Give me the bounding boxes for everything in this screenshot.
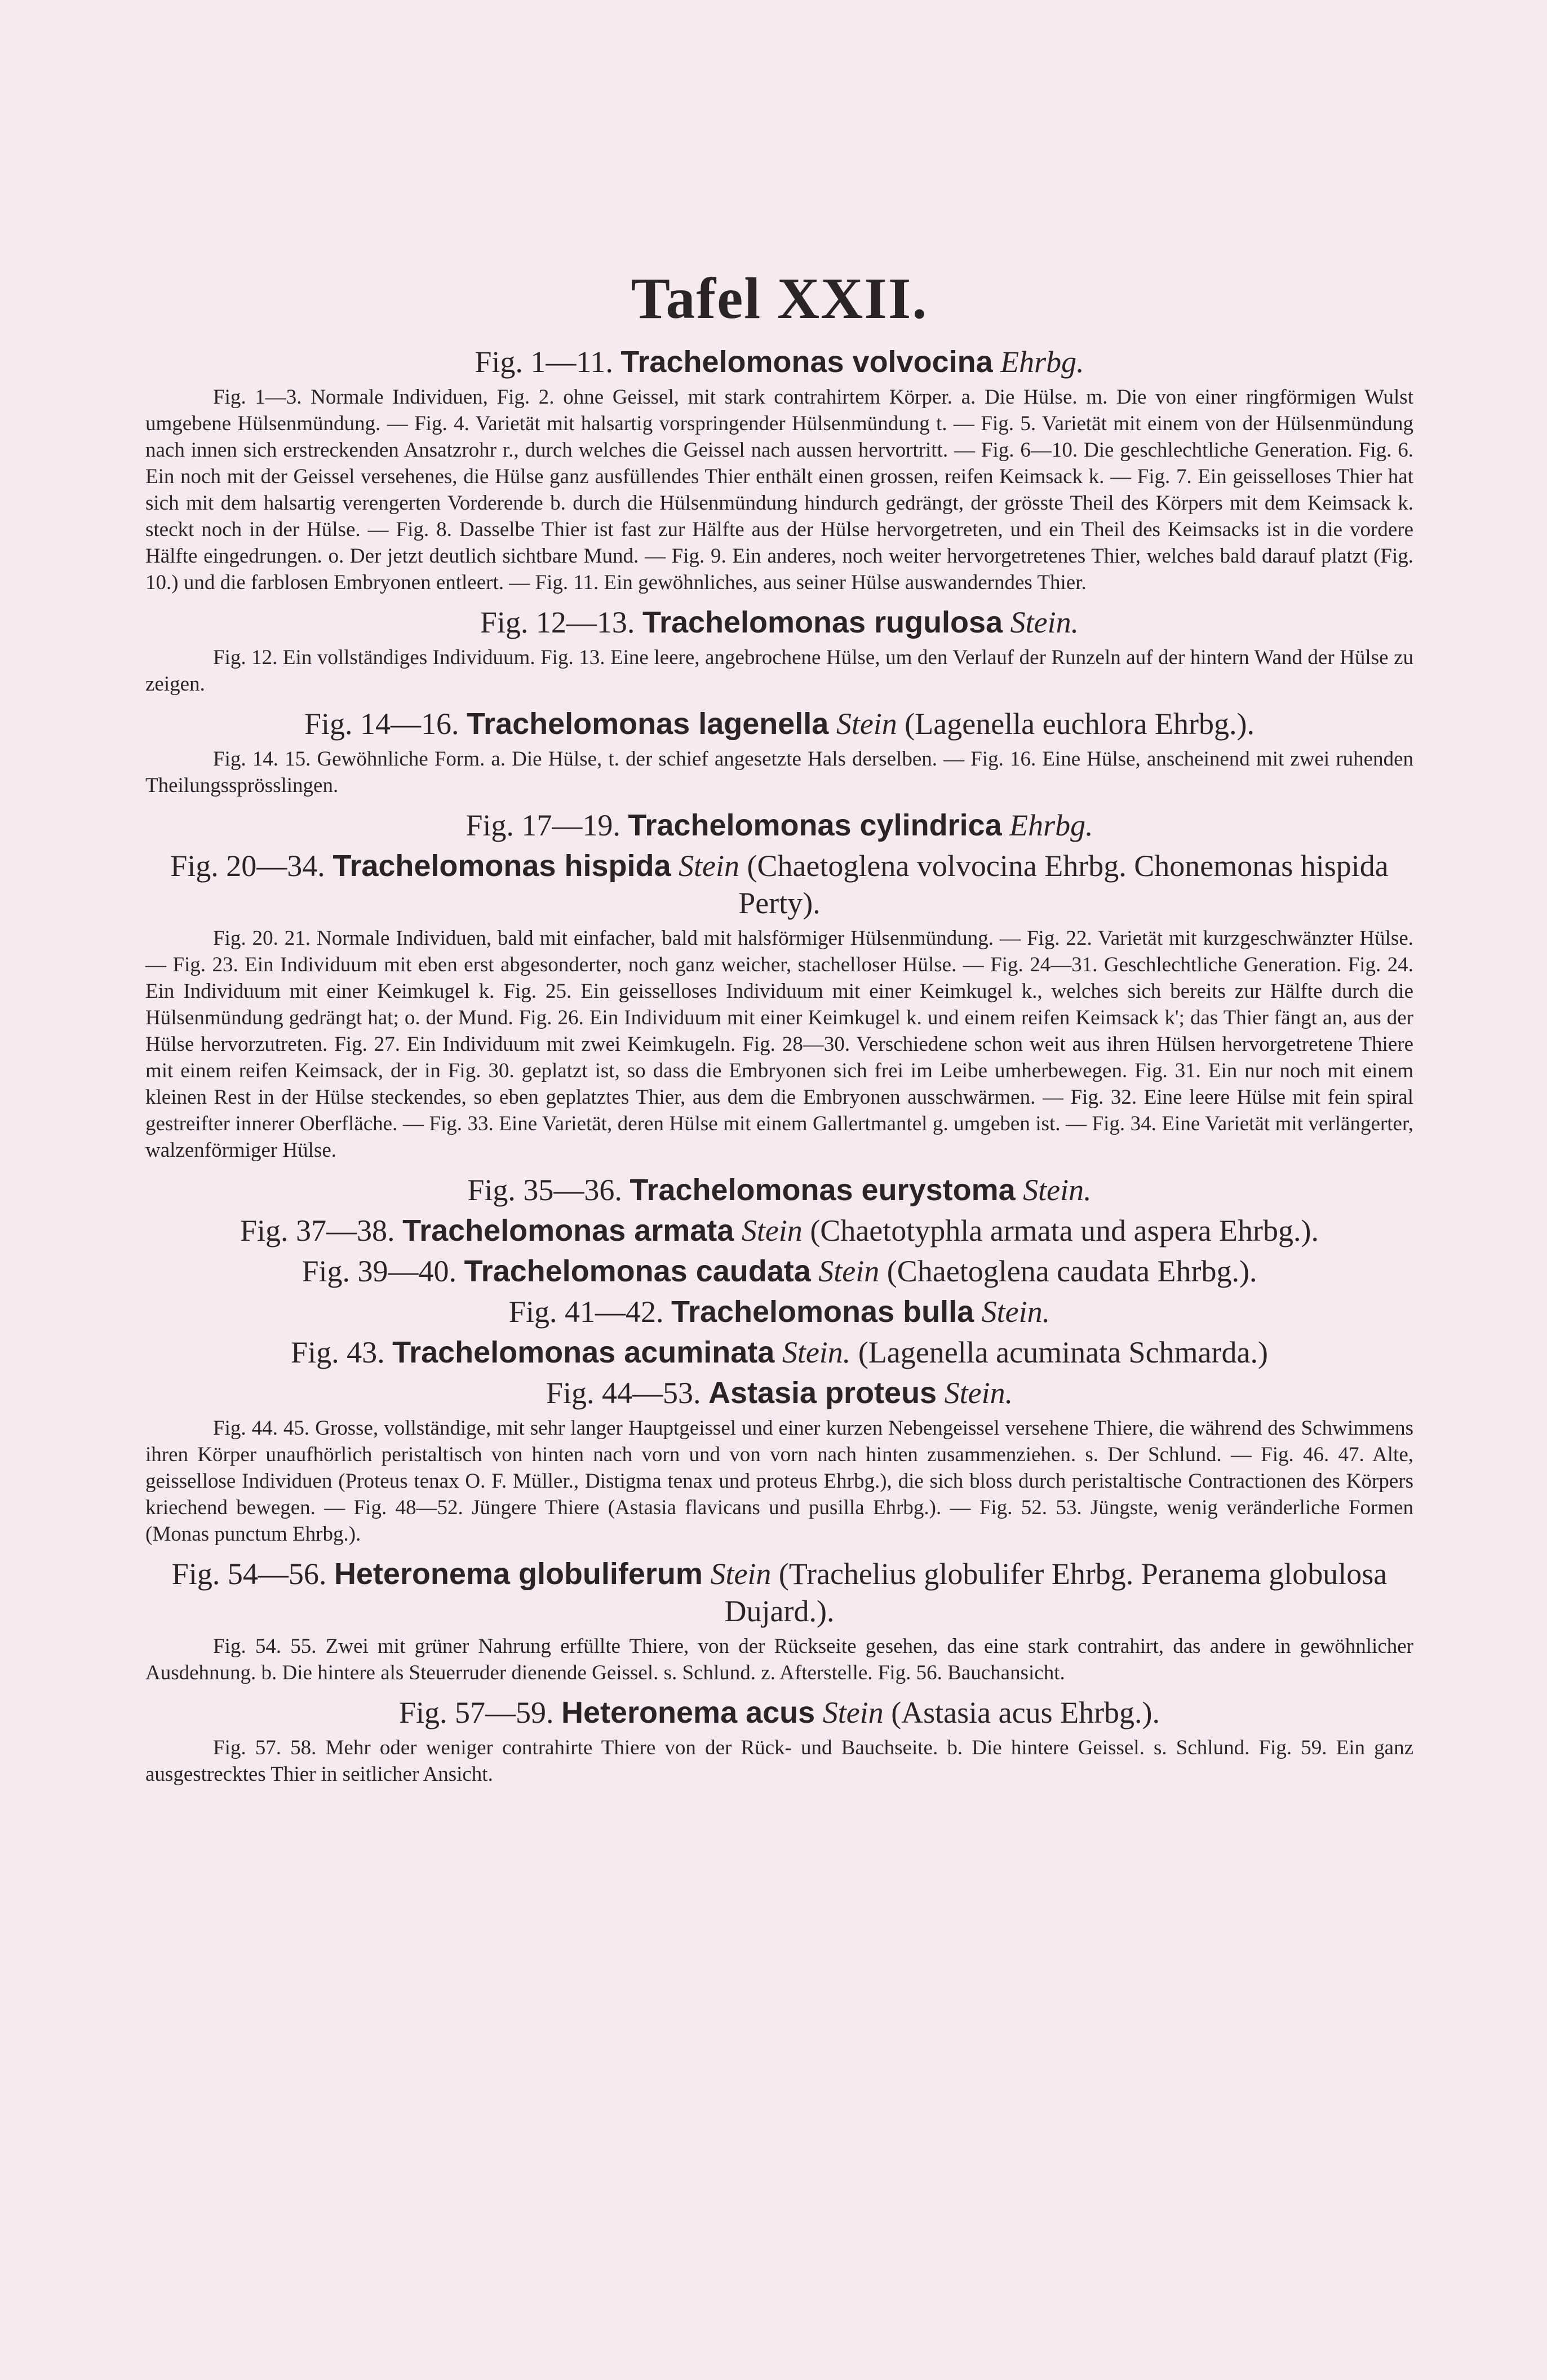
section-heading — [145, 705, 1413, 742]
figure-range: Fig. 43. — [291, 1335, 385, 1369]
figure-range: Fig. 14—16. — [304, 707, 459, 741]
species-name: Astasia proteus — [708, 1376, 937, 1410]
figure-range: Fig. 39—40. — [302, 1254, 457, 1288]
synonym-note: (Chaetoglena volvocina Ehrbg. Chonemonas hispida Perty). — [738, 849, 1389, 920]
section-description: Fig. 57. 58. Mehr oder weniger contrahirte Thiere von der Rück- und Bauchseite. b. Die hintere Geissel. s. Schlund. Fig. 59. Ein ganz ausgestrecktes Thier in seitlicher Ansicht. — [145, 1736, 1413, 1786]
species-author: Stein. — [1023, 1173, 1092, 1207]
section-4 — [145, 807, 1413, 844]
species-author: Stein — [678, 849, 739, 883]
species-name: Heteronema acus — [561, 1696, 815, 1729]
figure-range: Fig. 41—42. — [508, 1295, 664, 1329]
figure-range: Fig. 44—53. — [546, 1376, 701, 1410]
section-description: Fig. 14. 15. Gewöhnliche Form. a. Die Hülse, t. der schief angesetzte Hals derselben. — Fig. 16. Eine Hülse, anscheinend mit zwei ruhenden Theilungssprösslingen. — [145, 747, 1413, 797]
figure-range: Fig. 20—34. — [170, 849, 325, 883]
section-description: Fig. 12. Ein vollständiges Individuum. Fig. 13. Eine leere, angebrochene Hülse, um den Verlauf der Runzeln auf der hintern Wand der Hülse zu zeigen. — [145, 646, 1413, 696]
species-author: Stein. — [782, 1335, 851, 1369]
species-author: Stein — [836, 707, 897, 741]
section-3 — [145, 705, 1413, 799]
species-name: Trachelomonas lagenella — [467, 707, 829, 741]
species-author: Stein. — [944, 1376, 1013, 1410]
figure-range: Fig. 37—38. — [240, 1214, 395, 1247]
section-heading — [145, 1334, 1413, 1371]
section-9 — [145, 1293, 1413, 1330]
section-heading — [145, 847, 1413, 922]
section-description: Fig. 54. 55. Zwei mit grüner Nahrung erfüllte Thiere, von der Rückseite gesehen, das eine stark contrahirt, das andere in gewöhnlicher Ausdehnung. b. Die hintere als Steuerruder dienende Geissel. s. Schlund. z. Afterstelle. Fig. 56. Bauchansicht. — [145, 1635, 1413, 1684]
section-6 — [145, 1171, 1413, 1209]
section-heading — [145, 1212, 1413, 1249]
species-name: Heteronema globuliferum — [334, 1557, 703, 1591]
species-name: Trachelomonas caudata — [464, 1254, 811, 1288]
species-author: Stein — [818, 1254, 880, 1288]
section-heading — [145, 604, 1413, 641]
species-author: Stein — [822, 1696, 884, 1729]
species-name: Trachelomonas cylindrica — [628, 808, 1002, 842]
plate-title: Tafel XXII. — [631, 266, 928, 331]
section-description: Fig. 20. 21. Normale Individuen, bald mit einfacher, bald mit halsförmiger Hülsenmündung. — Fig. 22. Varietät mit kurzgeschwänzter Hülse. — Fig. 23. Ein Individuum mit eben erst abgesonderter, noch ganz weicher, stachelloser Hülse. — Fig. 24—31. Geschlechtliche Generation. Fig. 24. Ein Individuum mit einer Keimkugel k. Fig. 25. Ein geisselloses Individuum mit einer Keimkugel k., welches sich bereits zur Hälfte durch die Hülsenmündung gedrängt hat; o. der Mund. Fig. 26. Ein Individuum mit einer Keimkugel k. und einem reifen Keimsack k'; das Thier fängt an, aus der Hülse hervorzutreten. Fig. 27. Ein Individuum mit zwei Keimkugeln. Fig. 28—30. Verschiedene schon weit aus ihren Hülsen hervorgetretene Thiere mit einem reifen Keimsack, der in Fig. 30. geplatzt ist, so dass die Embryonen sich frei im Leibe umherbewegen. Fig. 31. Ein nur noch mit einem kleinen Rest in der Hülse steckendes, so eben geplatztes Thier, aus dem die Embryonen ausschwärmen. — Fig. 32. Eine leere Hülse mit fein spiral gestreifter innerer Oberfläche. — Fig. 33. Eine Varietät, deren Hülse mit einem Gallertmantel g. umgeben ist. — Fig. 34. Eine Varietät mit verlängerter, walzenförmiger Hülse. — [145, 927, 1413, 1162]
section-heading — [145, 1694, 1413, 1731]
figure-range: Fig. 1—11. — [475, 345, 613, 379]
species-author: Stein — [741, 1214, 803, 1247]
page-content — [145, 265, 1413, 1795]
species-author: Ehrbg. — [1009, 808, 1093, 842]
synonym-note: (Lagenella euchlora Ehrbg.). — [905, 707, 1255, 741]
section-5 — [145, 847, 1413, 1164]
section-7 — [145, 1212, 1413, 1249]
section-heading — [145, 343, 1413, 381]
species-name: Trachelomonas eurystoma — [630, 1173, 1016, 1207]
species-name: Trachelomonas armata — [402, 1214, 734, 1247]
synonym-note: (Chaetoglena caudata Ehrbg.). — [886, 1254, 1257, 1288]
section-2 — [145, 604, 1413, 697]
section-10 — [145, 1334, 1413, 1371]
figure-range: Fig. 57—59. — [398, 1696, 554, 1729]
species-name: Trachelomonas volvocina — [620, 345, 993, 379]
species-name: Trachelomonas rugulosa — [642, 605, 1003, 639]
section-heading — [145, 1374, 1413, 1412]
section-description: Fig. 1—3. Normale Individuen, Fig. 2. ohne Geissel, mit stark contrahirtem Körper. a. Die Hülse. m. Die von einer ringförmigen Wulst umgebene Hülsenmündung. — Fig. 4. Varietät mit halsartig vorspringender Hülsenmündung t. — Fig. 5. Varietät mit einem von der Hülsenmündung nach innen sich erstreckenden Ansatzrohr r., durch welches die Geissel nach aussen hervortritt. — Fig. 6—10. Die geschlechtliche Generation. Fig. 6. Ein noch mit der Geissel versehenes, die Hülse ganz ausfüllendes Thier enthält einen grossen, reifen Keimsack k. — Fig. 7. Ein geisselloses Thier hat sich mit dem halsartig verengerten Vorderende b. durch die Hülsenmündung hindurch gedrängt, der grösste Theil des Körpers mit dem Keimsack k. steckt noch in der Hülse. — Fig. 8. Dasselbe Thier ist fast zur Hälfte aus der Hülse hervorgetreten, und ein Theil des Keimsacks ist in die vordere Hälfte eingedrungen. o. Der jetzt deutlich sichtbare Mund. — Fig. 9. Ein anderes, noch weiter hervorgetretenes Thier, welches bald darauf platzt (Fig. 10.) und die farblosen Embryonen entleert. — Fig. 11. Ein gewöhnliches, aus seiner Hülse auswanderndes Thier. — [145, 386, 1413, 594]
synonym-note: (Chaetotyphla armata und aspera Ehrbg.). — [810, 1214, 1319, 1247]
section-12 — [145, 1555, 1413, 1686]
species-author: Ehrbg. — [1000, 345, 1084, 379]
section-heading — [145, 1555, 1413, 1630]
synonym-note: (Trachelius globulifer Ehrbg. Peranema globulosa Dujard.). — [724, 1557, 1388, 1628]
section-13 — [145, 1694, 1413, 1788]
section-11 — [145, 1374, 1413, 1547]
synonym-note: (Astasia acus Ehrbg.). — [891, 1696, 1160, 1729]
species-author: Stein. — [981, 1295, 1050, 1329]
species-name: Trachelomonas acuminata — [392, 1335, 775, 1369]
section-heading — [145, 1293, 1413, 1330]
section-8 — [145, 1253, 1413, 1290]
species-author: Stein. — [1010, 605, 1079, 639]
figure-range: Fig. 17—19. — [466, 808, 620, 842]
section-1 — [145, 343, 1413, 596]
synonym-note: (Lagenella acuminata Schmarda.) — [858, 1335, 1268, 1369]
figure-range: Fig. 12—13. — [480, 605, 635, 639]
section-description: Fig. 44. 45. Grosse, vollständige, mit sehr langer Hauptgeissel und einer kurzen Nebengeissel versehene Thiere, die während des Schwimmens ihren Körper unaufhörlich peristaltisch von hinten nach vorn und von vorn nach hinten zusammenziehen. s. Der Schlund. — Fig. 46. 47. Alte, geissellose Individuen (Proteus tenax O. F. Müller., Distigma tenax und proteus Ehrbg.), die sich bloss durch peristaltische Contractionen des Körpers kriechend bewegen. — Fig. 48—52. Jüngere Thiere (Astasia flavicans und pusilla Ehrbg.). — Fig. 52. 53. Jüngste, wenig veränderliche Formen (Monas punctum Ehrbg.). — [145, 1417, 1413, 1546]
species-author: Stein — [710, 1557, 772, 1591]
section-heading — [145, 807, 1413, 844]
figure-range: Fig. 54—56. — [171, 1557, 327, 1591]
species-name: Trachelomonas bulla — [671, 1295, 974, 1329]
figure-range: Fig. 35—36. — [467, 1173, 622, 1207]
section-heading — [145, 1253, 1413, 1290]
species-name: Trachelomonas hispida — [333, 849, 671, 883]
section-heading — [145, 1171, 1413, 1209]
